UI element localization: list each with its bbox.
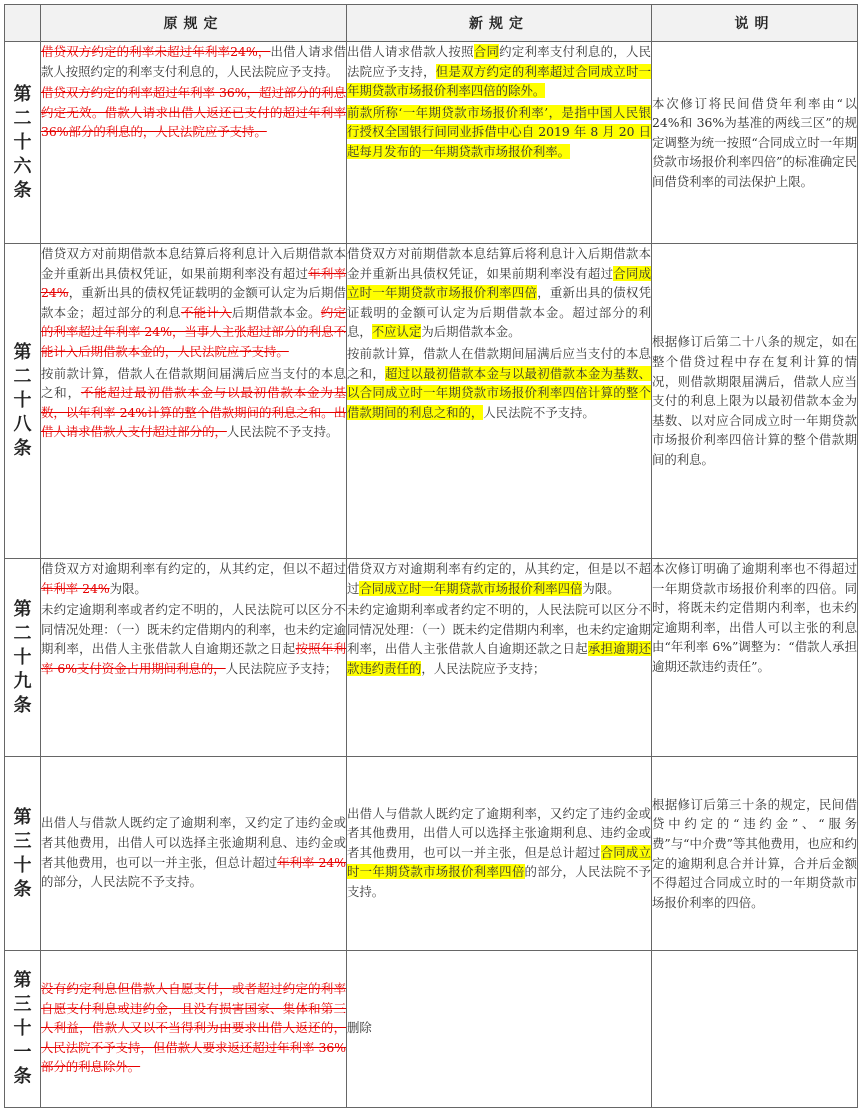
plain-text: ，重新出具的债权凭证载明的金额可认定为后期借款本金；超过部分的利息 (41, 285, 346, 320)
article-label: 第三十一条 (5, 951, 41, 1108)
old-provision (41, 757, 347, 951)
header-row (5, 5, 858, 42)
article-label: 第二十九条 (5, 559, 41, 757)
explanation (652, 951, 858, 1108)
plain-text: ，重新出具的债权凭证载明的金额可认定为后期借款本金。超过部分的利息， (347, 285, 652, 340)
plain-text: 人民法院不予支持。 (226, 424, 339, 440)
header-corner (5, 5, 41, 42)
comparison-table (4, 4, 858, 1108)
table-row (5, 951, 858, 1108)
plain-text: 按前款计算，借款人在借款期间届满后应当支付的本息之和， (41, 365, 346, 401)
new-provision (347, 42, 652, 244)
provision-paragraph (347, 42, 651, 101)
new-provision (347, 244, 652, 559)
header-new: 新规定 (347, 5, 652, 42)
header-old: 原规定 (41, 5, 347, 42)
plain-text: 的部分，人民法院不予支持。 (347, 864, 652, 899)
explanation: 根据修订后第二十八条的规定，如在整个借贷过程中存在复利计算的情况，则借款期限届满后，借款人应当支付的利息上限为以最初借款本金为基数、以对应合同成立时一年期贷款市场报价利率四倍计算的整个借款期间的利息。 (652, 244, 858, 559)
plain-text: 人民法院应予支持； (225, 660, 338, 676)
table-row (5, 757, 858, 951)
plain-text: 借贷双方对逾期利率有约定的，从其约定，但是以不超过 (347, 561, 651, 596)
new-provision (347, 559, 652, 757)
provision-paragraph (347, 1018, 651, 1038)
plain-text: 借贷双方对前期借款本息结算后将利息计入后期借款本金并重新出具债权凭证，如果前期利率没有超过 (347, 246, 651, 281)
plain-text: 出借人请求借款人按照 (347, 44, 474, 59)
provision-paragraph (41, 42, 346, 81)
explanation: 根据修订后第三十条的规定，民间借贷中约定的“违约金”、“服务费”与“中介费”等其他费用，也应和约定的逾期利息合并计算，合并后金额不得超过合同成立时的一年期贷款市场报价利率的四倍。 (652, 757, 858, 951)
plain-text: 人民法院不予支持。 (483, 404, 595, 420)
provision-paragraph (41, 83, 346, 142)
plain-text: 为限。 (109, 580, 147, 596)
provision-paragraph (41, 813, 346, 891)
plain-text: 为后期借款本金。 (421, 324, 521, 340)
highlighted-text: 合同成立时一年期贷款市场报价利率四倍 (347, 265, 652, 301)
explanation: 本次修订明确了逾期利率也不得超过一年期贷款市场报价利率的四倍。同时，将既未约定借期内利率，也未约定逾期利率，出借人可以主张的利息由“年利率 6%”调整为：“借款人承担逾期还款违约责任”。 (652, 559, 858, 757)
provision-paragraph (41, 600, 346, 678)
plain-text: 约定利率支付利息的，人民法院应予支持， (347, 44, 652, 79)
plain-text: 出借人与借款人既约定了逾期利率，又约定了违约金或者其他费用，出借人可以选择主张逾期利息、违约金或者其他费用，也可以一并主张，但总计超过 (41, 815, 346, 870)
old-provision (41, 42, 347, 244)
old-provision (41, 951, 347, 1108)
old-provision (41, 559, 347, 757)
plain-text: 为限。 (582, 580, 620, 596)
deleted-text: 借贷双方约定的利率未超过年利率24%， (41, 44, 271, 59)
deleted-text: 不能计入 (180, 304, 232, 320)
plain-text: 未约定逾期利率或者约定不明的，人民法院可以区分不同情况处理：（一）既未约定借期内的利率，也未约定逾期利率，出借人主张借款人自逾期还款之日起 (41, 602, 346, 657)
deleted-text: 按照年利率 6%支付资金占用期间利息的， (41, 641, 347, 676)
provision-paragraph (347, 344, 651, 422)
provision-paragraph (347, 244, 651, 342)
deleted-text: 年利率 24% (41, 580, 110, 596)
table-row (5, 42, 858, 244)
deleted-text: 约定的利率超过年利率 24%，当事人主张超过部分的利息不能计入后期借款本金的，人民法院应予支持。 (41, 304, 347, 359)
old-provision (41, 244, 347, 559)
provision-paragraph (347, 103, 651, 162)
highlighted-text: 但是双方约定的利率超过合同成立时一年期贷款市场报价利率四倍的除外。 (347, 63, 652, 99)
header-note: 说明 (652, 5, 858, 42)
highlighted-text: 不应认定 (371, 324, 422, 340)
plain-text: 未约定逾期利率或者约定不明的，人民法院可以区分不同情况处理：（一）既未约定借期内利率，也未约定逾期利率，出借人主张借款人自逾期还款之日起 (347, 602, 651, 657)
plain-text: 借贷双方对逾期利率有约定的，从其约定，但以不超过 (41, 561, 346, 576)
plain-text: 的部分，人民法院不予支持。 (41, 874, 203, 890)
plain-text: 删除 (347, 1020, 372, 1036)
article-label: 第二十八条 (5, 244, 41, 559)
deleted-text: 年利率 24% (277, 854, 346, 870)
highlighted-text: 合同成立时一年期贷款市场报价利率四倍 (347, 844, 652, 880)
provision-paragraph (41, 244, 346, 362)
provision-paragraph (347, 804, 651, 902)
provision-paragraph (41, 559, 346, 598)
plain-text: 出借人请求借款人按照约定的利率支付利息的，人民法院应予支持。 (41, 44, 346, 79)
explanation: 本次修订将民间借贷年利率由“以 24%和 36%为基准的两线三区”的规定调整为统一按照“合同成立时一年期贷款市场报价利率四倍”的标准确定民间借贷利率的司法保护上限。 (652, 42, 858, 244)
article-label: 第二十六条 (5, 42, 41, 244)
highlighted-text: 合同 (473, 44, 500, 59)
deleted-text: 年利率24% (41, 265, 347, 301)
article-label: 第三十条 (5, 757, 41, 951)
highlighted-text: 合同成立时一年期贷款市场报价利率四倍 (359, 580, 583, 596)
deleted-text: 不能超过最初借款本金与以最初借款本金为基数，以年利率 24%计算的整个借款期间的利息之和。出借人请求借款人支付超过部分的， (41, 385, 347, 440)
plain-text: ，人民法院应予支持； (421, 660, 546, 676)
provision-paragraph (347, 559, 651, 598)
table-row (5, 244, 858, 559)
plain-text: 按前款计算，借款人在借款期间届满后应当支付的本息之和， (347, 345, 651, 381)
highlighted-text: 前款所称‘一年期贷款市场报价利率’，是指中国人民银行授权全国银行间同业拆借中心自 2019 年 8 月 20 日起每月发布的一年期贷款市场报价利率。 (347, 104, 651, 159)
new-provision (347, 757, 652, 951)
plain-text: 出借人与借款人既约定了逾期利率，又约定了违约金或者其他费用，出借人可以选择主张逾期利息、违约金或者其他费用，也可以一并主张，但是总计超过 (347, 805, 651, 860)
new-provision (347, 951, 652, 1108)
table-row (5, 559, 858, 757)
plain-text: 后期借款本金。 (231, 304, 321, 320)
provision-paragraph (41, 979, 346, 1077)
provision-paragraph (41, 364, 346, 442)
plain-text: 借贷双方对前期借款本息结算后将利息计入后期借款本金并重新出具债权凭证，如果前期利率没有超过 (41, 246, 346, 281)
highlighted-text: 超过以最初借款本金与以最初借款本金为基数、以合同成立时一年期贷款市场报价利率四倍计算的整个借款期间的利息之和的， (347, 365, 652, 420)
highlighted-text: 承担逾期还款违约责任的 (347, 641, 652, 676)
deleted-text: 借贷双方约定的利率超过年利率 36%，超过部分的利息约定无效。借款人请求出借人返还已支付的超过年利率36%部分的利息的，人民法院应予支持。 (41, 85, 346, 140)
provision-paragraph (347, 600, 651, 678)
deleted-text: 没有约定利息但借款人自愿支付，或者超过约定的利率自愿支付利息或违约金，且没有损害国家、集体和第三人利益，借款人又以不当得利为由要求出借人返还的，人民法院不予支持，但借款人要求返还超过年利率 36%部分的利息除外。 (41, 981, 346, 1075)
